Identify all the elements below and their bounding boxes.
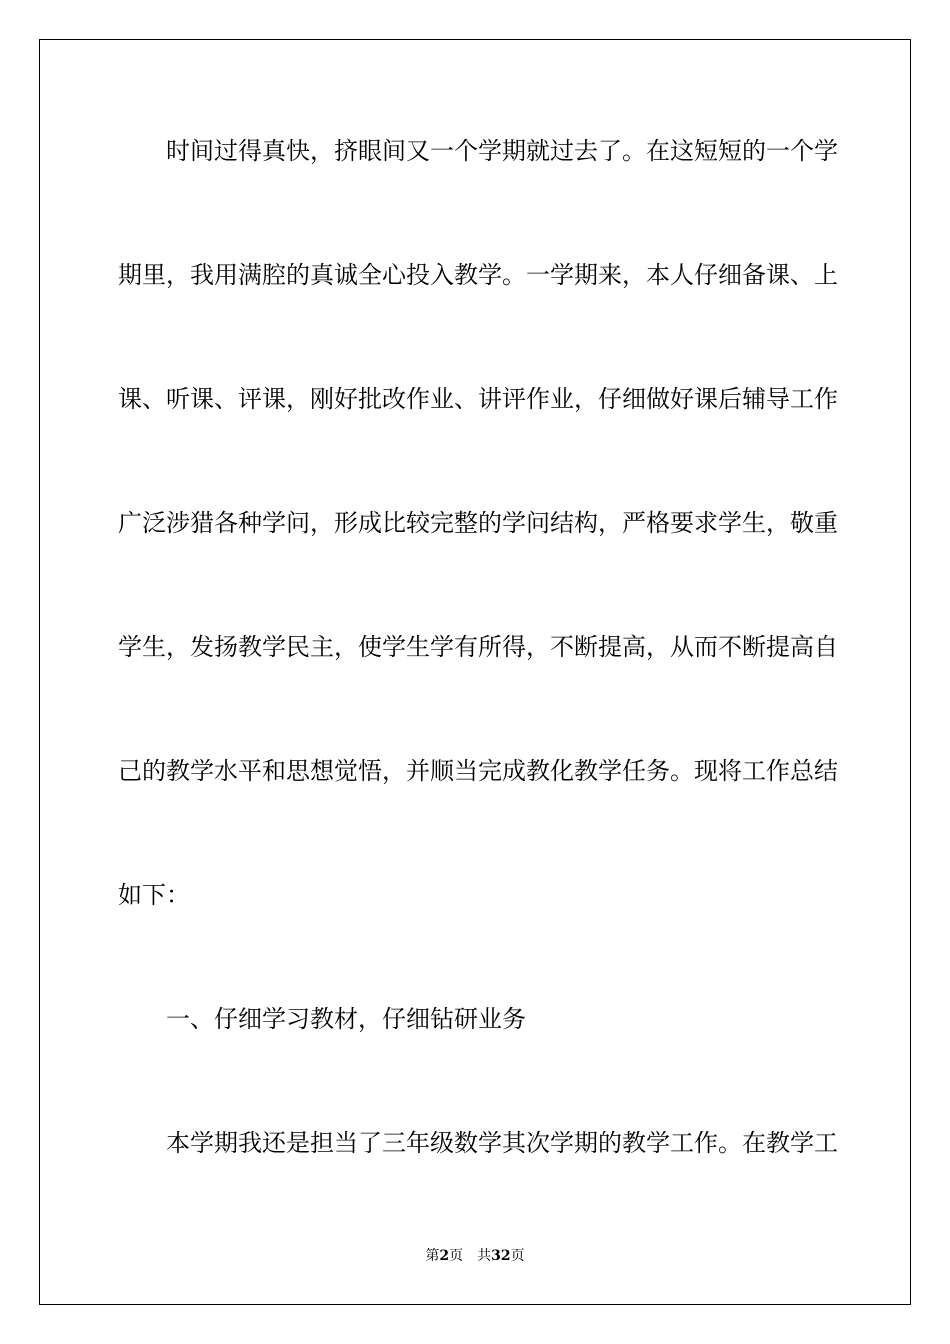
page-number: 2	[439, 1248, 450, 1264]
body-line-6: 己的教学水平和思想觉悟，并顺当完成教化教学任务。现将工作总结	[118, 757, 838, 785]
body-line-8: 本学期我还是担当了三年级数学其次学期的教学工作。在教学工	[166, 1129, 838, 1157]
section-heading: 一、仔细学习教材，仔细钻研业务	[166, 1005, 526, 1033]
total-prefix: 共	[477, 1248, 492, 1264]
page-border	[39, 39, 911, 1305]
total-pages: 32	[491, 1248, 511, 1264]
body-line-7: 如下：	[118, 881, 190, 909]
total-suffix: 页	[510, 1248, 525, 1264]
body-line-3: 课、听课、评课，刚好批改作业、讲评作业，仔细做好课后辅导工作	[118, 385, 838, 413]
body-line-1: 时间过得真快，挤眼间又一个学期就过去了。在这短短的一个学	[166, 137, 838, 165]
body-line-4: 广泛涉猎各种学问，形成比较完整的学问结构，严格要求学生，敬重	[118, 509, 838, 537]
page-suffix: 页	[449, 1248, 464, 1264]
body-line-5: 学生，发扬教学民主，使学生学有所得，不断提高，从而不断提高自	[118, 633, 838, 661]
page-footer	[0, 1247, 950, 1265]
body-line-2: 期里，我用满腔的真诚全心投入教学。一学期来，本人仔细备课、上	[118, 261, 838, 289]
page-prefix: 第	[425, 1248, 440, 1264]
